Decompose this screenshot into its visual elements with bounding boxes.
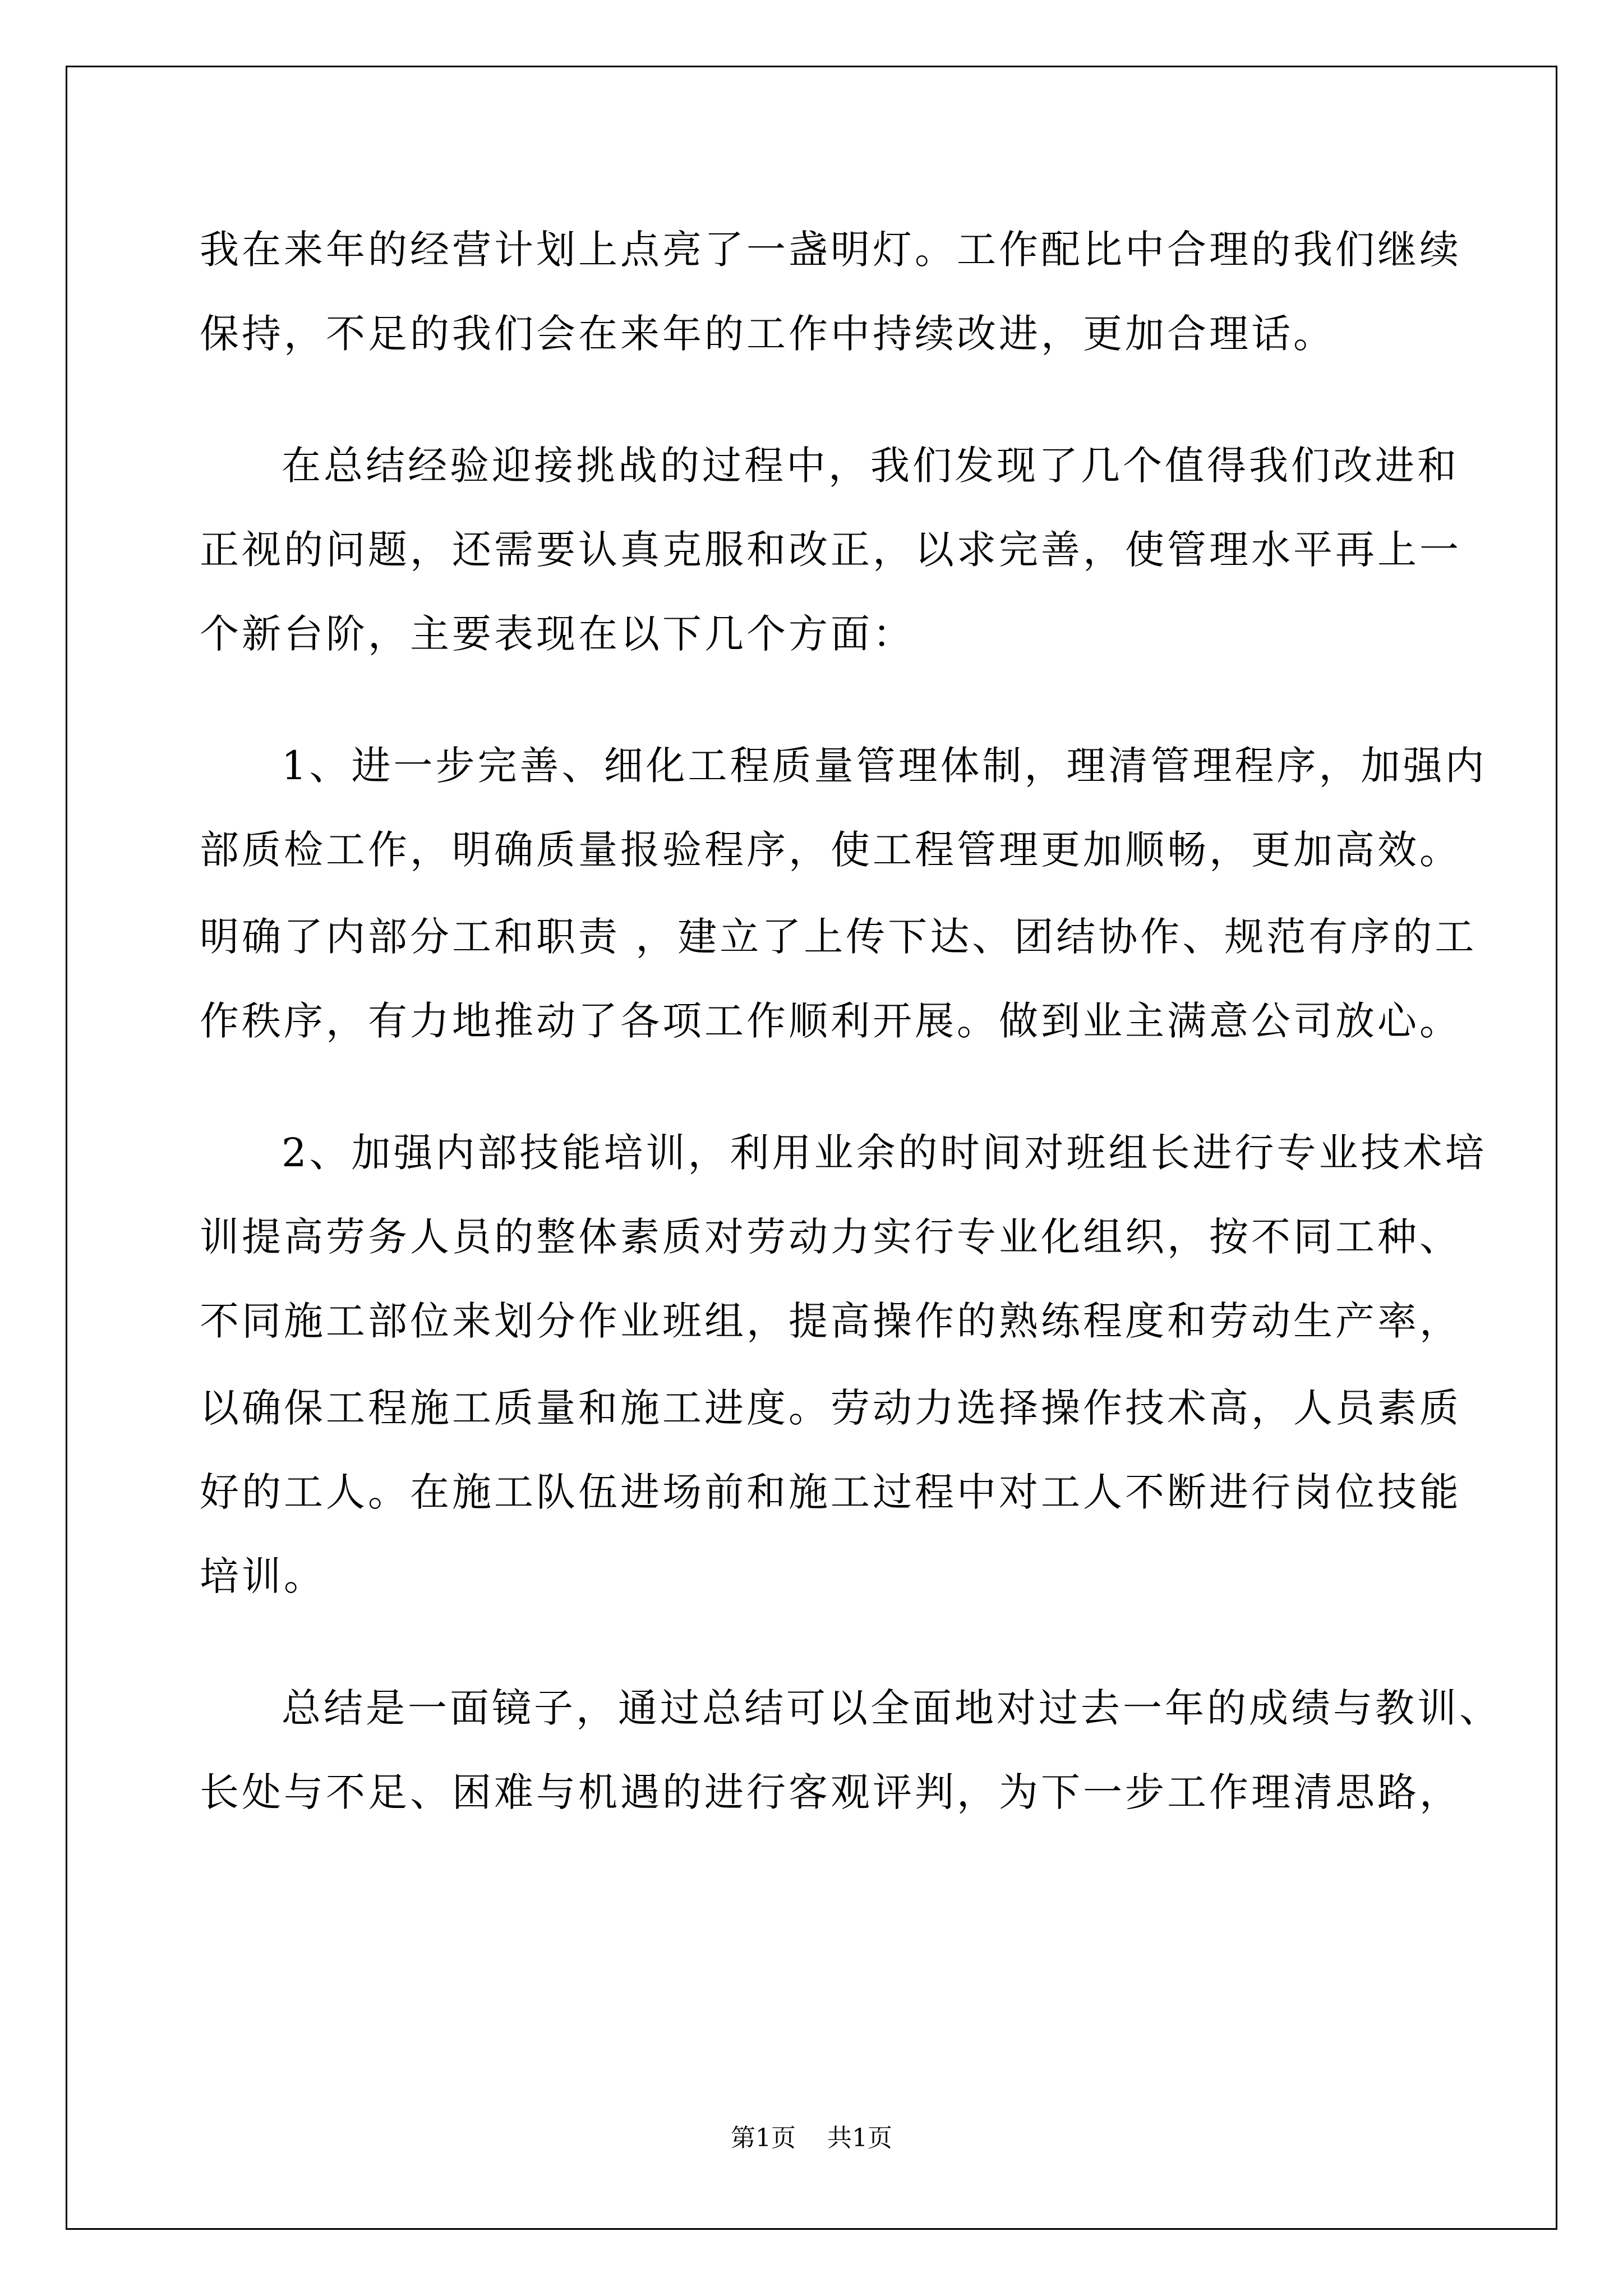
paragraph-start: 在总结经验迎接挑战的过程中，我们发现了几个值得我们改进和 xyxy=(282,443,1459,489)
page-footer: 第1页 共1页 xyxy=(731,2124,892,2152)
text-line: 部质检工作，明确质量报验程序，使工程管理更加顺畅，更加高效。 xyxy=(200,827,1461,873)
text-line: 不同施工部位来划分作业班组，提高操作的熟练程度和劳动生产率， xyxy=(200,1298,1461,1344)
text-line: 好的工人。在施工队伍进场前和施工过程中对工人不断进行岗位技能 xyxy=(200,1469,1461,1515)
text-line: 我在来年的经营计划上点亮了一盏明灯。工作配比中合理的我们继续 xyxy=(200,227,1461,273)
text-line: 以确保工程施工质量和施工进度。劳动力选择操作技术高，人员素质 xyxy=(200,1385,1461,1431)
paragraph-start: 1、进一步完善、细化工程质量管理体制，理清管理程序，加强内 xyxy=(282,743,1487,789)
text-line: 明确了内部分工和职责 ，建立了上传下达、团结协作、规范有序的工 xyxy=(200,914,1477,960)
paragraph-start: 总结是一面镜子，通过总结可以全面地对过去一年的成绩与教训、 xyxy=(282,1685,1501,1731)
text-line: 训提高劳务人员的整体素质对劳动力实行专业化组织，按不同工种、 xyxy=(200,1214,1461,1260)
text-line: 长处与不足、困难与机遇的进行客观评判，为下一步工作理清思路， xyxy=(200,1769,1461,1815)
text-line: 正视的问题，还需要认真克服和改正，以求完善，使管理水平再上一 xyxy=(200,527,1461,573)
paragraph-start: 2、加强内部技能培训，利用业余的时间对班组长进行专业技术培 xyxy=(282,1130,1487,1176)
text-line: 培训。 xyxy=(200,1553,326,1599)
text-line: 保持，不足的我们会在来年的工作中持续改进，更加合理话。 xyxy=(200,311,1335,357)
text-line: 个新台阶，主要表现在以下几个方面： xyxy=(200,611,915,657)
text-line: 作秩序，有力地推动了各项工作顺利开展。做到业主满意公司放心。 xyxy=(200,998,1461,1044)
